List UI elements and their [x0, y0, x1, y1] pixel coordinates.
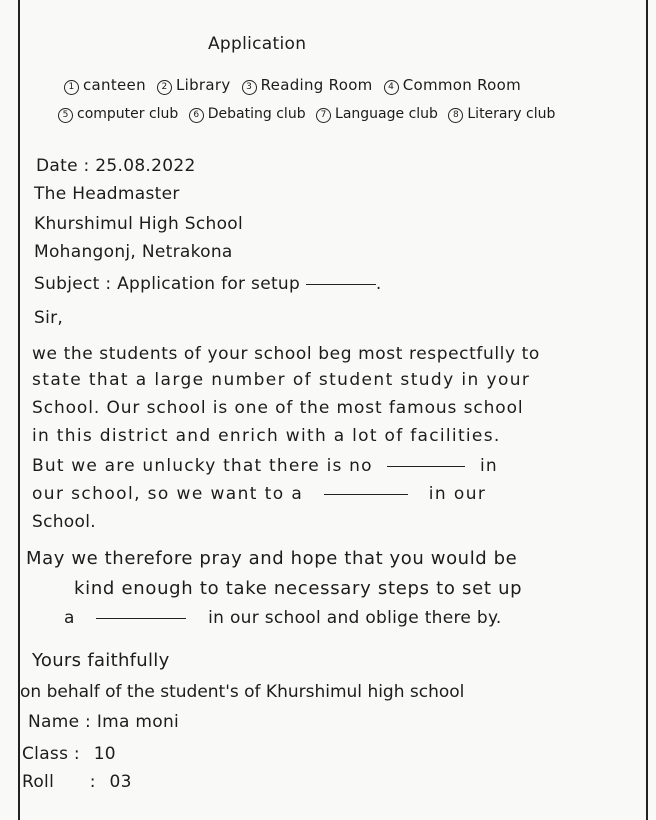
- para2-line-3: a in our school and oblige there by.: [64, 608, 502, 628]
- para1-line-7: School.: [32, 512, 96, 532]
- options-row-1: [64, 76, 527, 95]
- option-canteen: 1 canteen: [64, 76, 146, 95]
- roll-row: Roll : 03: [22, 772, 132, 792]
- para1-blank-2: [324, 493, 408, 495]
- option-language-club: 7 Language club: [316, 106, 438, 123]
- option-literary-club: 8 Literary club: [448, 106, 555, 123]
- date: Date : 25.08.2022: [36, 156, 196, 176]
- right-margin-line: [646, 0, 648, 820]
- option-reading-room: 3 Reading Room: [242, 76, 373, 95]
- address-line-2: Khurshimul High School: [34, 214, 244, 234]
- para1-line-2: state that a large number of student study in your: [32, 370, 531, 390]
- option-library: 2 Library: [157, 76, 231, 95]
- option-debating-club: 6 Debating club: [189, 106, 306, 123]
- option-computer-club: 5 computer club: [58, 106, 178, 123]
- para1-line-1: we the students of your school beg most respectfully to: [32, 344, 540, 364]
- address-line-1: The Headmaster: [34, 184, 180, 204]
- page-title: Application: [208, 34, 307, 54]
- subject-blank: [306, 283, 376, 285]
- on-behalf: on behalf of the student's of Khurshimul high school: [20, 682, 465, 702]
- option-common-room: 4 Common Room: [384, 76, 521, 95]
- para2-line-1: May we therefore pray and hope that you would be: [26, 548, 518, 569]
- para1-line-4: in this district and enrich with a lot of facilities.: [32, 426, 501, 446]
- yours-faithfully: Yours faithfully: [32, 650, 170, 671]
- para1-line-6: our school, so we want to a in our: [32, 484, 487, 504]
- address-line-3: Mohangonj, Netrakona: [34, 242, 233, 262]
- name-value: Ima moni: [96, 712, 180, 732]
- salutation: Sir,: [34, 308, 64, 328]
- para2-blank: [96, 617, 186, 619]
- class-value: 10: [93, 744, 116, 764]
- para2-line-2: kind enough to take necessary steps to set up: [74, 578, 523, 599]
- para1-line-3: School. Our school is one of the most famous school: [32, 398, 524, 418]
- roll-value: 03: [109, 772, 132, 792]
- para1-line-5: But we are unlucky that there is no in: [32, 456, 498, 476]
- subject: Subject : Application for setup .: [34, 274, 382, 294]
- para1-blank-1: [387, 465, 465, 467]
- class-row: Class : 10: [22, 744, 116, 764]
- name-row: Name : Ima moni: [28, 712, 180, 732]
- options-row-2: [58, 106, 561, 123]
